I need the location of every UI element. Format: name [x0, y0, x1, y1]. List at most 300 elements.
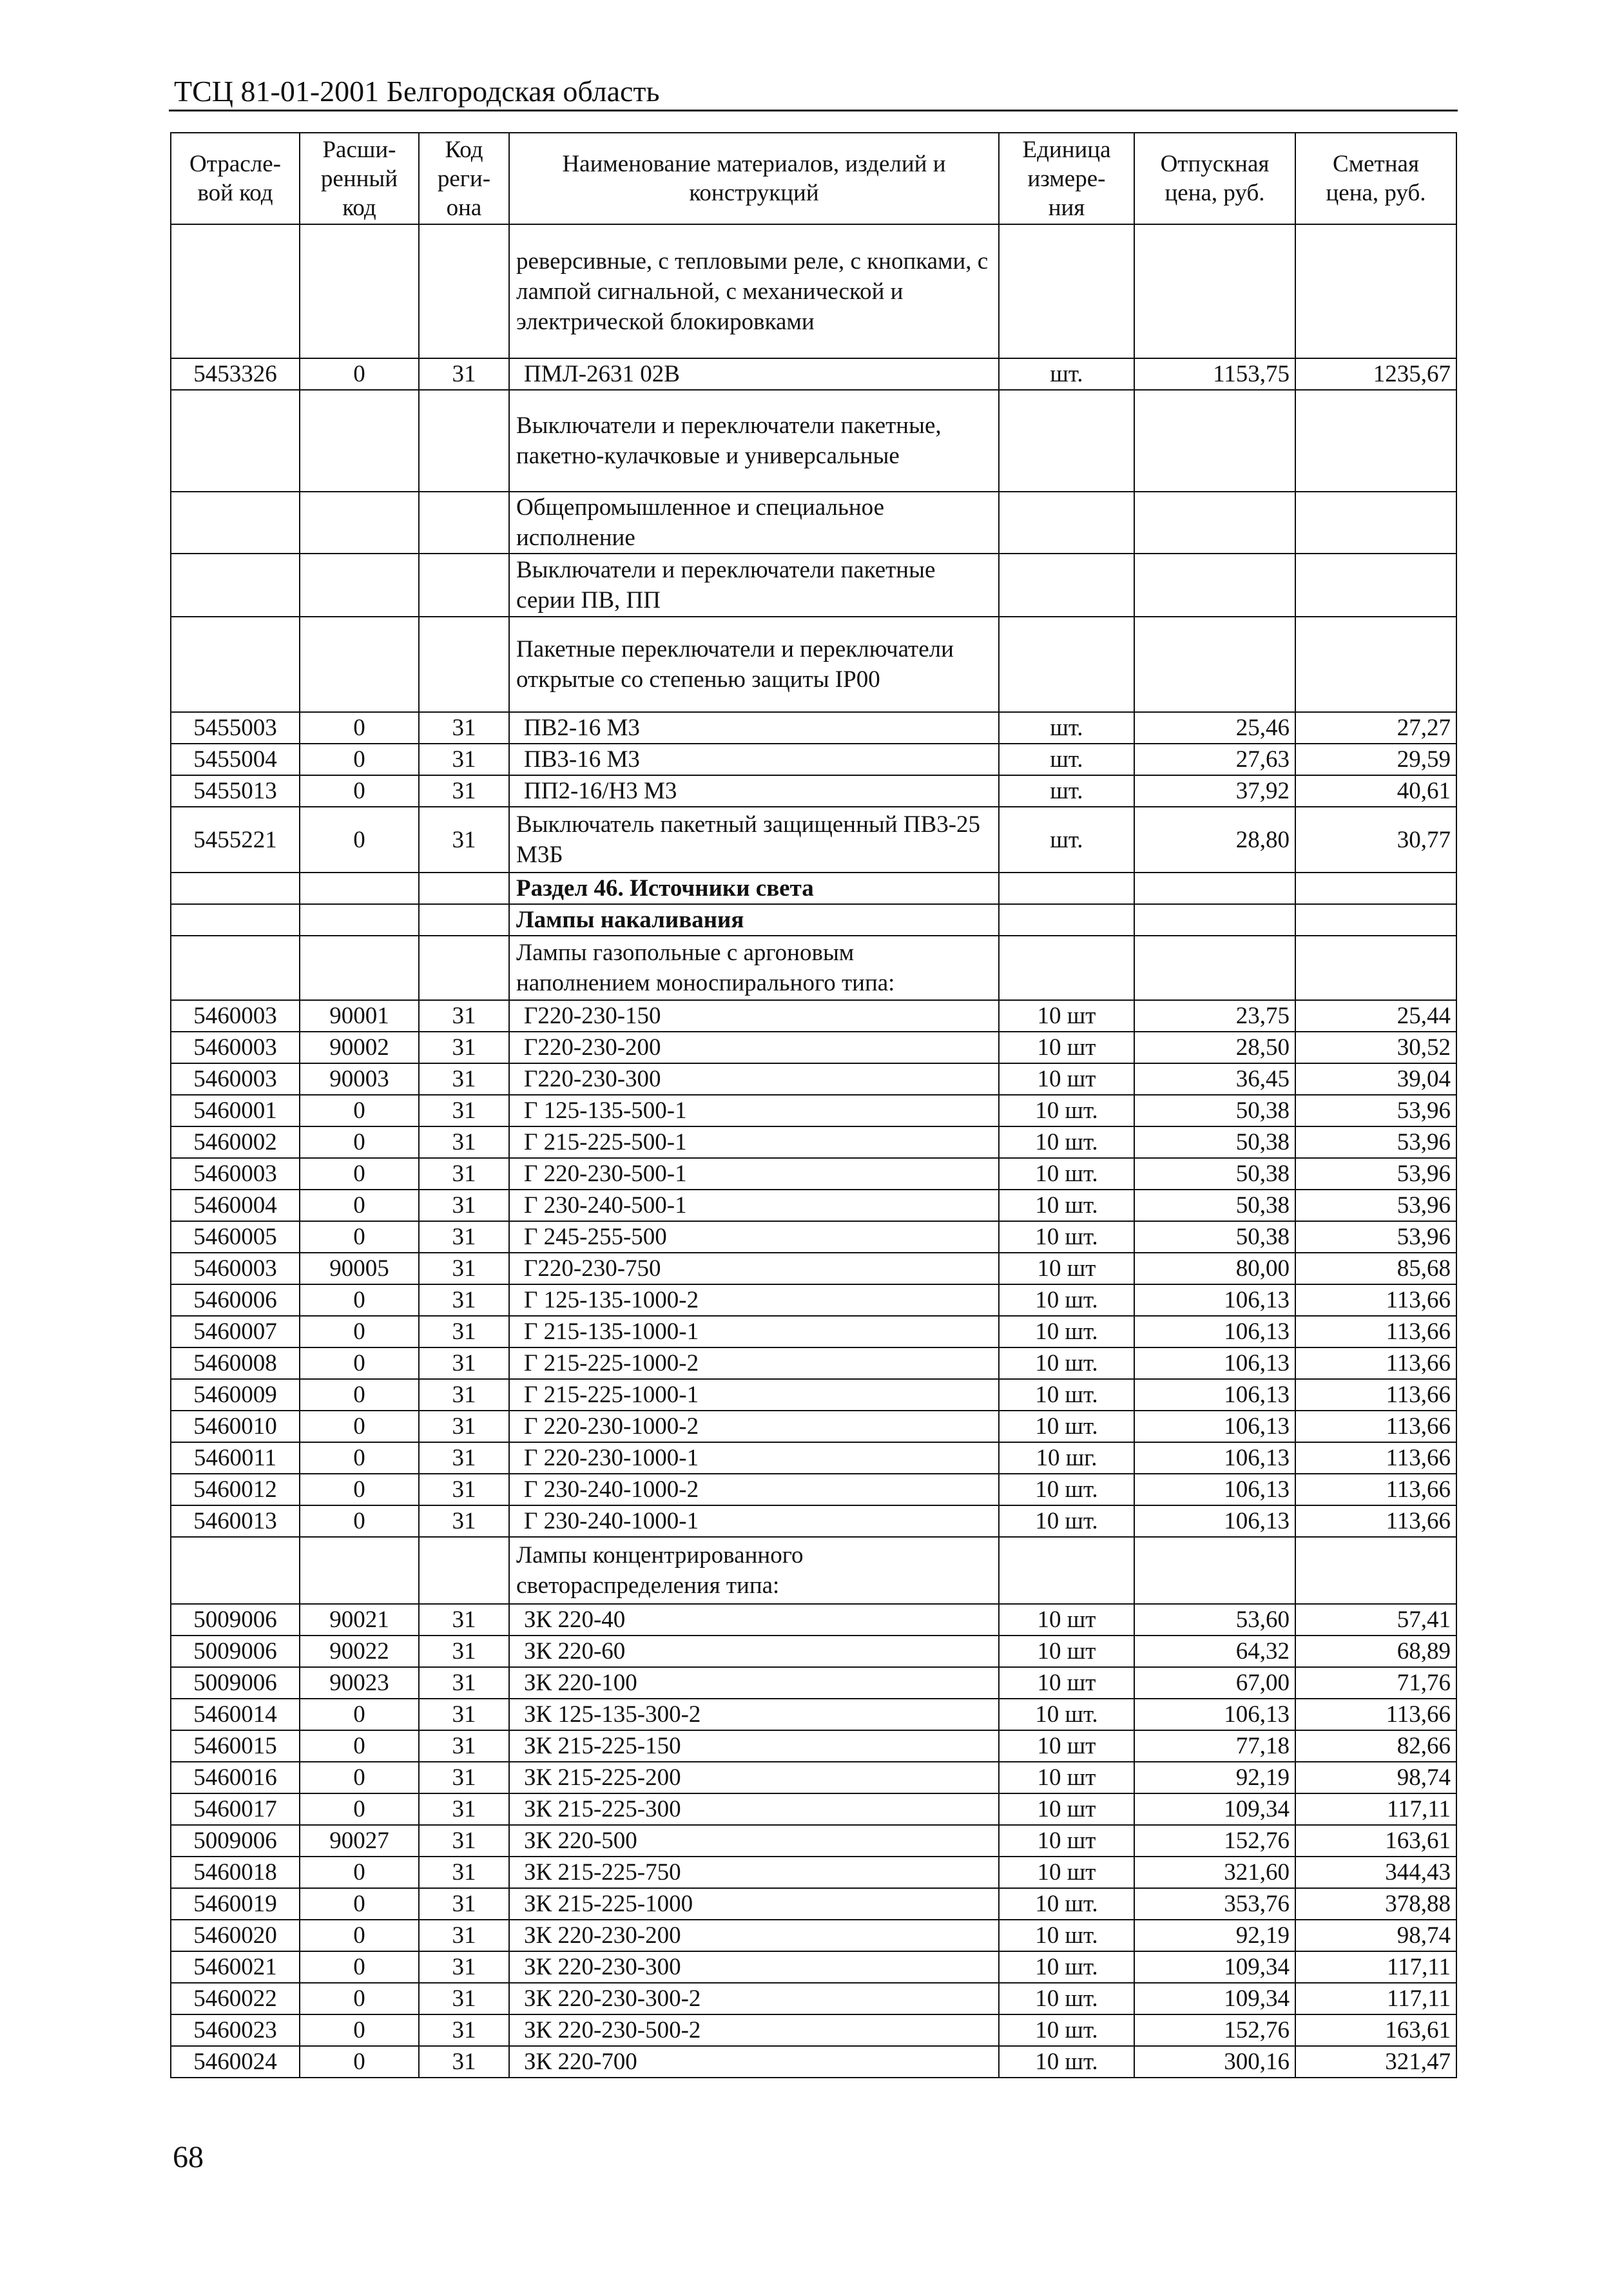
cell-estimate-price [1295, 224, 1456, 358]
cell-material-name: ЗК 125-135-300-2 [509, 1699, 999, 1730]
cell-industry-code: 5460004 [171, 1190, 300, 1221]
col-header-unit [999, 133, 1134, 224]
cell-industry-code: 5460010 [171, 1411, 300, 1442]
cell-extended-code: 0 [300, 1983, 419, 2014]
cell-industry-code: 5460014 [171, 1699, 300, 1730]
col-header-line: Единица [1022, 136, 1111, 163]
cell-release-price: 152,76 [1134, 2014, 1295, 2046]
cell-material-name: Раздел 46. Источники света [509, 873, 999, 904]
cell-region-code: 31 [419, 744, 509, 775]
cell-release-price [1134, 873, 1295, 904]
table-row [171, 2014, 1456, 2046]
table-row [171, 1253, 1456, 1284]
cell-industry-code: 5460021 [171, 1951, 300, 1983]
cell-region-code: 31 [419, 2014, 509, 2046]
table-row [171, 492, 1456, 554]
cell-release-price: 106,13 [1134, 1699, 1295, 1730]
cell-release-price: 27,63 [1134, 744, 1295, 775]
cell-unit: 10 шт. [999, 1920, 1134, 1951]
cell-material-name: Г220-230-150 [509, 1000, 999, 1032]
cell-release-price: 50,38 [1134, 1126, 1295, 1158]
cell-material-name: ЗК 220-700 [509, 2046, 999, 2078]
col-header-line: Отпускная [1160, 151, 1270, 177]
cell-release-price: 50,38 [1134, 1221, 1295, 1253]
col-header-line: Сметная [1333, 151, 1419, 177]
cell-region-code [419, 617, 509, 712]
table-row [171, 744, 1456, 775]
cell-unit: 10 шт [999, 1636, 1134, 1667]
table-row [171, 1857, 1456, 1888]
table-row [171, 1699, 1456, 1730]
cell-release-price: 28,80 [1134, 807, 1295, 873]
cell-extended-code: 0 [300, 1316, 419, 1347]
cell-extended-code: 90027 [300, 1825, 419, 1857]
cell-region-code: 31 [419, 1253, 509, 1284]
cell-material-name: ПП2-16/Н3 М3 [509, 775, 999, 807]
table-row [171, 1888, 1456, 1920]
table-row [171, 1063, 1456, 1095]
cell-extended-code: 90001 [300, 1000, 419, 1032]
cell-estimate-price: 113,66 [1295, 1284, 1456, 1316]
cell-release-price: 36,45 [1134, 1063, 1295, 1095]
cell-estimate-price [1295, 492, 1456, 554]
cell-unit: 10 шт [999, 1730, 1134, 1762]
col-header-line: Код [445, 136, 483, 163]
cell-extended-code [300, 554, 419, 617]
cell-material-name: ПВ2-16 М3 [509, 712, 999, 744]
table-row [171, 358, 1456, 390]
cell-extended-code: 0 [300, 2014, 419, 2046]
cell-release-price: 106,13 [1134, 1316, 1295, 1347]
table-row [171, 1442, 1456, 1474]
cell-extended-code: 0 [300, 1379, 419, 1411]
cell-material-name: Пакетные переключатели и переключатели открытые со степенью защиты IP00 [509, 617, 999, 712]
cell-unit: 10 шт [999, 1857, 1134, 1888]
cell-region-code: 31 [419, 1316, 509, 1347]
cell-industry-code: 5460005 [171, 1221, 300, 1253]
cell-material-name: Г 215-135-1000-1 [509, 1316, 999, 1347]
cell-region-code: 31 [419, 1857, 509, 1888]
cell-extended-code: 0 [300, 358, 419, 390]
cell-extended-code: 0 [300, 1699, 419, 1730]
cell-extended-code: 0 [300, 1221, 419, 1253]
cell-estimate-price: 53,96 [1295, 1190, 1456, 1221]
cell-region-code: 31 [419, 1095, 509, 1126]
table-header-row [171, 133, 1456, 224]
cell-extended-code: 90022 [300, 1636, 419, 1667]
cell-extended-code: 0 [300, 1793, 419, 1825]
cell-industry-code: 5460003 [171, 1158, 300, 1190]
cell-unit [999, 492, 1134, 554]
cell-material-name: ЗК 220-100 [509, 1667, 999, 1699]
table-row [171, 1379, 1456, 1411]
cell-material-name: Г 230-240-500-1 [509, 1190, 999, 1221]
cell-material-name: Г 215-225-1000-1 [509, 1379, 999, 1411]
cell-industry-code: 5460002 [171, 1126, 300, 1158]
cell-extended-code: 0 [300, 1762, 419, 1793]
cell-unit: 10 шт. [999, 1221, 1134, 1253]
cell-estimate-price: 163,61 [1295, 1825, 1456, 1857]
cell-release-price: 1153,75 [1134, 358, 1295, 390]
table-row [171, 873, 1456, 904]
cell-unit: 10 шт. [999, 1095, 1134, 1126]
cell-material-name: Г 220-230-500-1 [509, 1158, 999, 1190]
cell-material-name: Лампы газопольные с аргоновым наполнением моноспирального типа: [509, 936, 999, 1000]
cell-industry-code: 5460022 [171, 1983, 300, 2014]
col-header-estimate-price [1295, 133, 1456, 224]
cell-region-code: 31 [419, 1411, 509, 1442]
cell-unit: 10 шт. [999, 1284, 1134, 1316]
cell-region-code: 31 [419, 1474, 509, 1505]
table-row [171, 1920, 1456, 1951]
cell-material-name: Г 125-135-1000-2 [509, 1284, 999, 1316]
cell-material-name: ЗК 215-225-1000 [509, 1888, 999, 1920]
col-header-line: цена, руб. [1326, 180, 1426, 206]
cell-region-code [419, 390, 509, 492]
table-row [171, 1730, 1456, 1762]
cell-extended-code: 0 [300, 1730, 419, 1762]
table-row [171, 1095, 1456, 1126]
cell-release-price: 23,75 [1134, 1000, 1295, 1032]
cell-material-name: Г 220-230-1000-1 [509, 1442, 999, 1474]
cell-region-code: 31 [419, 1793, 509, 1825]
cell-release-price: 106,13 [1134, 1284, 1295, 1316]
cell-extended-code: 0 [300, 775, 419, 807]
cell-release-price: 106,13 [1134, 1505, 1295, 1537]
cell-material-name: Г 215-225-500-1 [509, 1126, 999, 1158]
cell-material-name: реверсивные, с тепловыми реле, с кнопками, с лампой сигнальной, с механической и электрической блокировками [509, 224, 999, 358]
cell-industry-code: 5460008 [171, 1347, 300, 1379]
cell-region-code: 31 [419, 1000, 509, 1032]
cell-release-price: 25,46 [1134, 712, 1295, 744]
cell-release-price: 152,76 [1134, 1825, 1295, 1857]
cell-unit: 10 шт [999, 1604, 1134, 1636]
table-row [171, 1032, 1456, 1063]
col-header-line: она [446, 194, 482, 221]
cell-estimate-price: 53,96 [1295, 1095, 1456, 1126]
cell-region-code [419, 873, 509, 904]
cell-material-name: Г 230-240-1000-2 [509, 1474, 999, 1505]
cell-estimate-price: 113,66 [1295, 1442, 1456, 1474]
table-row [171, 1284, 1456, 1316]
cell-extended-code: 0 [300, 744, 419, 775]
cell-region-code: 31 [419, 775, 509, 807]
cell-release-price: 28,50 [1134, 1032, 1295, 1063]
cell-unit: 10 шт. [999, 2014, 1134, 2046]
cell-industry-code [171, 224, 300, 358]
cell-extended-code: 90023 [300, 1667, 419, 1699]
cell-estimate-price: 113,66 [1295, 1505, 1456, 1537]
cell-region-code [419, 936, 509, 1000]
cell-extended-code: 0 [300, 2046, 419, 2078]
cell-extended-code: 0 [300, 1126, 419, 1158]
cell-region-code: 31 [419, 1347, 509, 1379]
cell-release-price: 353,76 [1134, 1888, 1295, 1920]
cell-release-price [1134, 617, 1295, 712]
cell-release-price [1134, 492, 1295, 554]
cell-industry-code: 5009006 [171, 1825, 300, 1857]
table-row [171, 1347, 1456, 1379]
table-row [171, 1474, 1456, 1505]
cell-industry-code [171, 554, 300, 617]
cell-material-name: Выключатели и переключатели пакетные серии ПВ, ПП [509, 554, 999, 617]
cell-unit: 10 шт [999, 1063, 1134, 1095]
cell-region-code [419, 1537, 509, 1604]
cell-unit: шт. [999, 744, 1134, 775]
cell-industry-code [171, 936, 300, 1000]
cell-estimate-price: 113,66 [1295, 1699, 1456, 1730]
cell-estimate-price: 82,66 [1295, 1730, 1456, 1762]
col-header-line: Отрасле- [189, 151, 281, 177]
cell-release-price: 67,00 [1134, 1667, 1295, 1699]
cell-extended-code [300, 904, 419, 936]
cell-material-name: Лампы концентрированного светораспределения типа: [509, 1537, 999, 1604]
cell-industry-code: 5460024 [171, 2046, 300, 2078]
cell-extended-code [300, 873, 419, 904]
cell-region-code [419, 224, 509, 358]
cell-region-code: 31 [419, 1699, 509, 1730]
table-row [171, 1951, 1456, 1983]
cell-industry-code: 5460017 [171, 1793, 300, 1825]
cell-region-code: 31 [419, 1190, 509, 1221]
cell-unit: 10 шт [999, 1000, 1134, 1032]
col-header-line: конструкций [689, 180, 819, 206]
cell-material-name: Общепромышленное и специальное исполнение [509, 492, 999, 554]
cell-unit: 10 шт. [999, 2046, 1134, 2078]
cell-industry-code [171, 617, 300, 712]
cell-industry-code [171, 492, 300, 554]
cell-material-name: Г 220-230-1000-2 [509, 1411, 999, 1442]
cell-release-price: 77,18 [1134, 1730, 1295, 1762]
cell-industry-code [171, 873, 300, 904]
cell-estimate-price [1295, 936, 1456, 1000]
cell-region-code: 31 [419, 358, 509, 390]
cell-unit [999, 904, 1134, 936]
cell-release-price: 106,13 [1134, 1474, 1295, 1505]
cell-material-name: ЗК 215-225-150 [509, 1730, 999, 1762]
cell-region-code: 31 [419, 1920, 509, 1951]
cell-region-code: 31 [419, 1762, 509, 1793]
col-header-region-code [419, 133, 509, 224]
cell-unit: 10 шт. [999, 1888, 1134, 1920]
cell-material-name: Г 230-240-1000-1 [509, 1505, 999, 1537]
table-row [171, 904, 1456, 936]
cell-region-code: 31 [419, 1604, 509, 1636]
cell-extended-code: 0 [300, 1190, 419, 1221]
table-row [171, 1793, 1456, 1825]
cell-extended-code: 0 [300, 1095, 419, 1126]
table-row [171, 1537, 1456, 1604]
cell-region-code: 31 [419, 1636, 509, 1667]
cell-extended-code [300, 224, 419, 358]
cell-release-price: 109,34 [1134, 1793, 1295, 1825]
cell-estimate-price: 30,77 [1295, 807, 1456, 873]
table-row [171, 1000, 1456, 1032]
cell-extended-code: 0 [300, 712, 419, 744]
cell-industry-code [171, 1537, 300, 1604]
cell-material-name: Г220-230-200 [509, 1032, 999, 1063]
cell-estimate-price: 378,88 [1295, 1888, 1456, 1920]
cell-unit: 10 шт [999, 1793, 1134, 1825]
cell-material-name: ЗК 220-230-300 [509, 1951, 999, 1983]
cell-extended-code [300, 492, 419, 554]
cell-estimate-price: 85,68 [1295, 1253, 1456, 1284]
cell-estimate-price: 53,96 [1295, 1158, 1456, 1190]
cell-estimate-price: 321,47 [1295, 2046, 1456, 2078]
col-header-extended-code [300, 133, 419, 224]
cell-industry-code: 5460003 [171, 1063, 300, 1095]
cell-extended-code [300, 390, 419, 492]
cell-material-name: ЗК 215-225-200 [509, 1762, 999, 1793]
cell-region-code: 31 [419, 1667, 509, 1699]
cell-estimate-price [1295, 1537, 1456, 1604]
cell-release-price [1134, 936, 1295, 1000]
col-header-line: измере- [1027, 165, 1106, 192]
header-rule [169, 110, 1458, 111]
cell-unit: 10 шт [999, 1253, 1134, 1284]
cell-estimate-price: 117,11 [1295, 1951, 1456, 1983]
col-header-line: Расши- [322, 136, 396, 163]
table-row [171, 712, 1456, 744]
col-header-line: реги- [437, 165, 491, 192]
cell-region-code: 31 [419, 1063, 509, 1095]
cell-estimate-price: 113,66 [1295, 1474, 1456, 1505]
cell-unit: 10 шт. [999, 1347, 1134, 1379]
cell-estimate-price [1295, 554, 1456, 617]
cell-region-code: 31 [419, 1825, 509, 1857]
cell-estimate-price [1295, 390, 1456, 492]
cell-unit: шт. [999, 358, 1134, 390]
cell-release-price: 50,38 [1134, 1095, 1295, 1126]
cell-unit: 10 шт. [999, 1316, 1134, 1347]
cell-unit [999, 390, 1134, 492]
table-row [171, 807, 1456, 873]
col-header-line: код [342, 194, 376, 221]
table-row [171, 390, 1456, 492]
table-row [171, 1221, 1456, 1253]
cell-estimate-price: 25,44 [1295, 1000, 1456, 1032]
cell-industry-code: 5460011 [171, 1442, 300, 1474]
cell-unit: 10 шт [999, 1667, 1134, 1699]
cell-material-name: Выключатель пакетный защищенный ПВ3-25 М3Б [509, 807, 999, 873]
cell-material-name: ЗК 220-40 [509, 1604, 999, 1636]
cell-release-price [1134, 224, 1295, 358]
cell-industry-code: 5460001 [171, 1095, 300, 1126]
cell-industry-code: 5455013 [171, 775, 300, 807]
cell-unit: 10 шт [999, 1825, 1134, 1857]
cell-extended-code [300, 1537, 419, 1604]
cell-material-name: ПМЛ-2631 02В [509, 358, 999, 390]
cell-region-code: 31 [419, 1379, 509, 1411]
cell-material-name: Г 125-135-500-1 [509, 1095, 999, 1126]
cell-unit: 10 шт [999, 1032, 1134, 1063]
cell-estimate-price: 98,74 [1295, 1920, 1456, 1951]
cell-release-price: 53,60 [1134, 1604, 1295, 1636]
cell-extended-code: 0 [300, 807, 419, 873]
page-number: 68 [173, 2140, 204, 2174]
col-header-material-name [509, 133, 999, 224]
cell-extended-code: 0 [300, 1347, 419, 1379]
cell-release-price: 64,32 [1134, 1636, 1295, 1667]
cell-extended-code: 90003 [300, 1063, 419, 1095]
cell-region-code: 31 [419, 1284, 509, 1316]
cell-extended-code: 0 [300, 1857, 419, 1888]
cell-industry-code: 5455004 [171, 744, 300, 775]
table-row [171, 2046, 1456, 2078]
table-row [171, 617, 1456, 712]
cell-release-price: 106,13 [1134, 1347, 1295, 1379]
cell-region-code: 31 [419, 1126, 509, 1158]
cell-material-name: ЗК 220-230-500-2 [509, 2014, 999, 2046]
col-header-line: ренный [320, 165, 398, 192]
cell-estimate-price: 53,96 [1295, 1126, 1456, 1158]
cell-region-code: 31 [419, 1951, 509, 1983]
cell-industry-code: 5460015 [171, 1730, 300, 1762]
cell-region-code: 31 [419, 712, 509, 744]
cell-material-name: ЗК 215-225-300 [509, 1793, 999, 1825]
cell-release-price: 50,38 [1134, 1158, 1295, 1190]
cell-release-price: 106,13 [1134, 1411, 1295, 1442]
cell-region-code: 31 [419, 1442, 509, 1474]
cell-material-name: Выключатели и переключатели пакетные, пакетно-кулачковые и универсальные [509, 390, 999, 492]
cell-release-price: 37,92 [1134, 775, 1295, 807]
cell-industry-code: 5460018 [171, 1857, 300, 1888]
cell-material-name: Лампы накаливания [509, 904, 999, 936]
cell-estimate-price: 53,96 [1295, 1221, 1456, 1253]
cell-unit [999, 936, 1134, 1000]
cell-unit: 10 шт. [999, 1190, 1134, 1221]
table-row [171, 1316, 1456, 1347]
table-row [171, 1667, 1456, 1699]
table-row [171, 554, 1456, 617]
table-row [171, 1762, 1456, 1793]
cell-material-name: Г 215-225-1000-2 [509, 1347, 999, 1379]
table-row [171, 1983, 1456, 2014]
cell-industry-code [171, 390, 300, 492]
cell-material-name: ЗК 220-230-200 [509, 1920, 999, 1951]
cell-estimate-price: 29,59 [1295, 744, 1456, 775]
cell-material-name: ЗК 220-60 [509, 1636, 999, 1667]
cell-extended-code: 0 [300, 1158, 419, 1190]
cell-extended-code: 0 [300, 1951, 419, 1983]
cell-unit: 10 шт. [999, 1411, 1134, 1442]
cell-extended-code: 0 [300, 1284, 419, 1316]
cell-estimate-price: 71,76 [1295, 1667, 1456, 1699]
cell-extended-code: 90005 [300, 1253, 419, 1284]
table-row [171, 1158, 1456, 1190]
cell-release-price: 92,19 [1134, 1920, 1295, 1951]
cell-unit: 10 шт. [999, 1505, 1134, 1537]
cell-material-name: ЗК 220-230-300-2 [509, 1983, 999, 2014]
cell-release-price: 50,38 [1134, 1190, 1295, 1221]
cell-industry-code: 5455221 [171, 807, 300, 873]
cell-extended-code: 90002 [300, 1032, 419, 1063]
cell-release-price: 300,16 [1134, 2046, 1295, 2078]
cell-estimate-price: 39,04 [1295, 1063, 1456, 1095]
cell-unit: шт. [999, 712, 1134, 744]
cell-extended-code [300, 936, 419, 1000]
table-row [171, 1636, 1456, 1667]
cell-region-code: 31 [419, 1505, 509, 1537]
col-header-line: цена, руб. [1165, 180, 1265, 206]
cell-extended-code: 0 [300, 1411, 419, 1442]
table-body [171, 224, 1456, 2078]
cell-release-price: 92,19 [1134, 1762, 1295, 1793]
cell-industry-code: 5460020 [171, 1920, 300, 1951]
col-header-line: вой код [197, 180, 273, 206]
cell-unit: 10 шт. [999, 1126, 1134, 1158]
cell-region-code: 31 [419, 1032, 509, 1063]
